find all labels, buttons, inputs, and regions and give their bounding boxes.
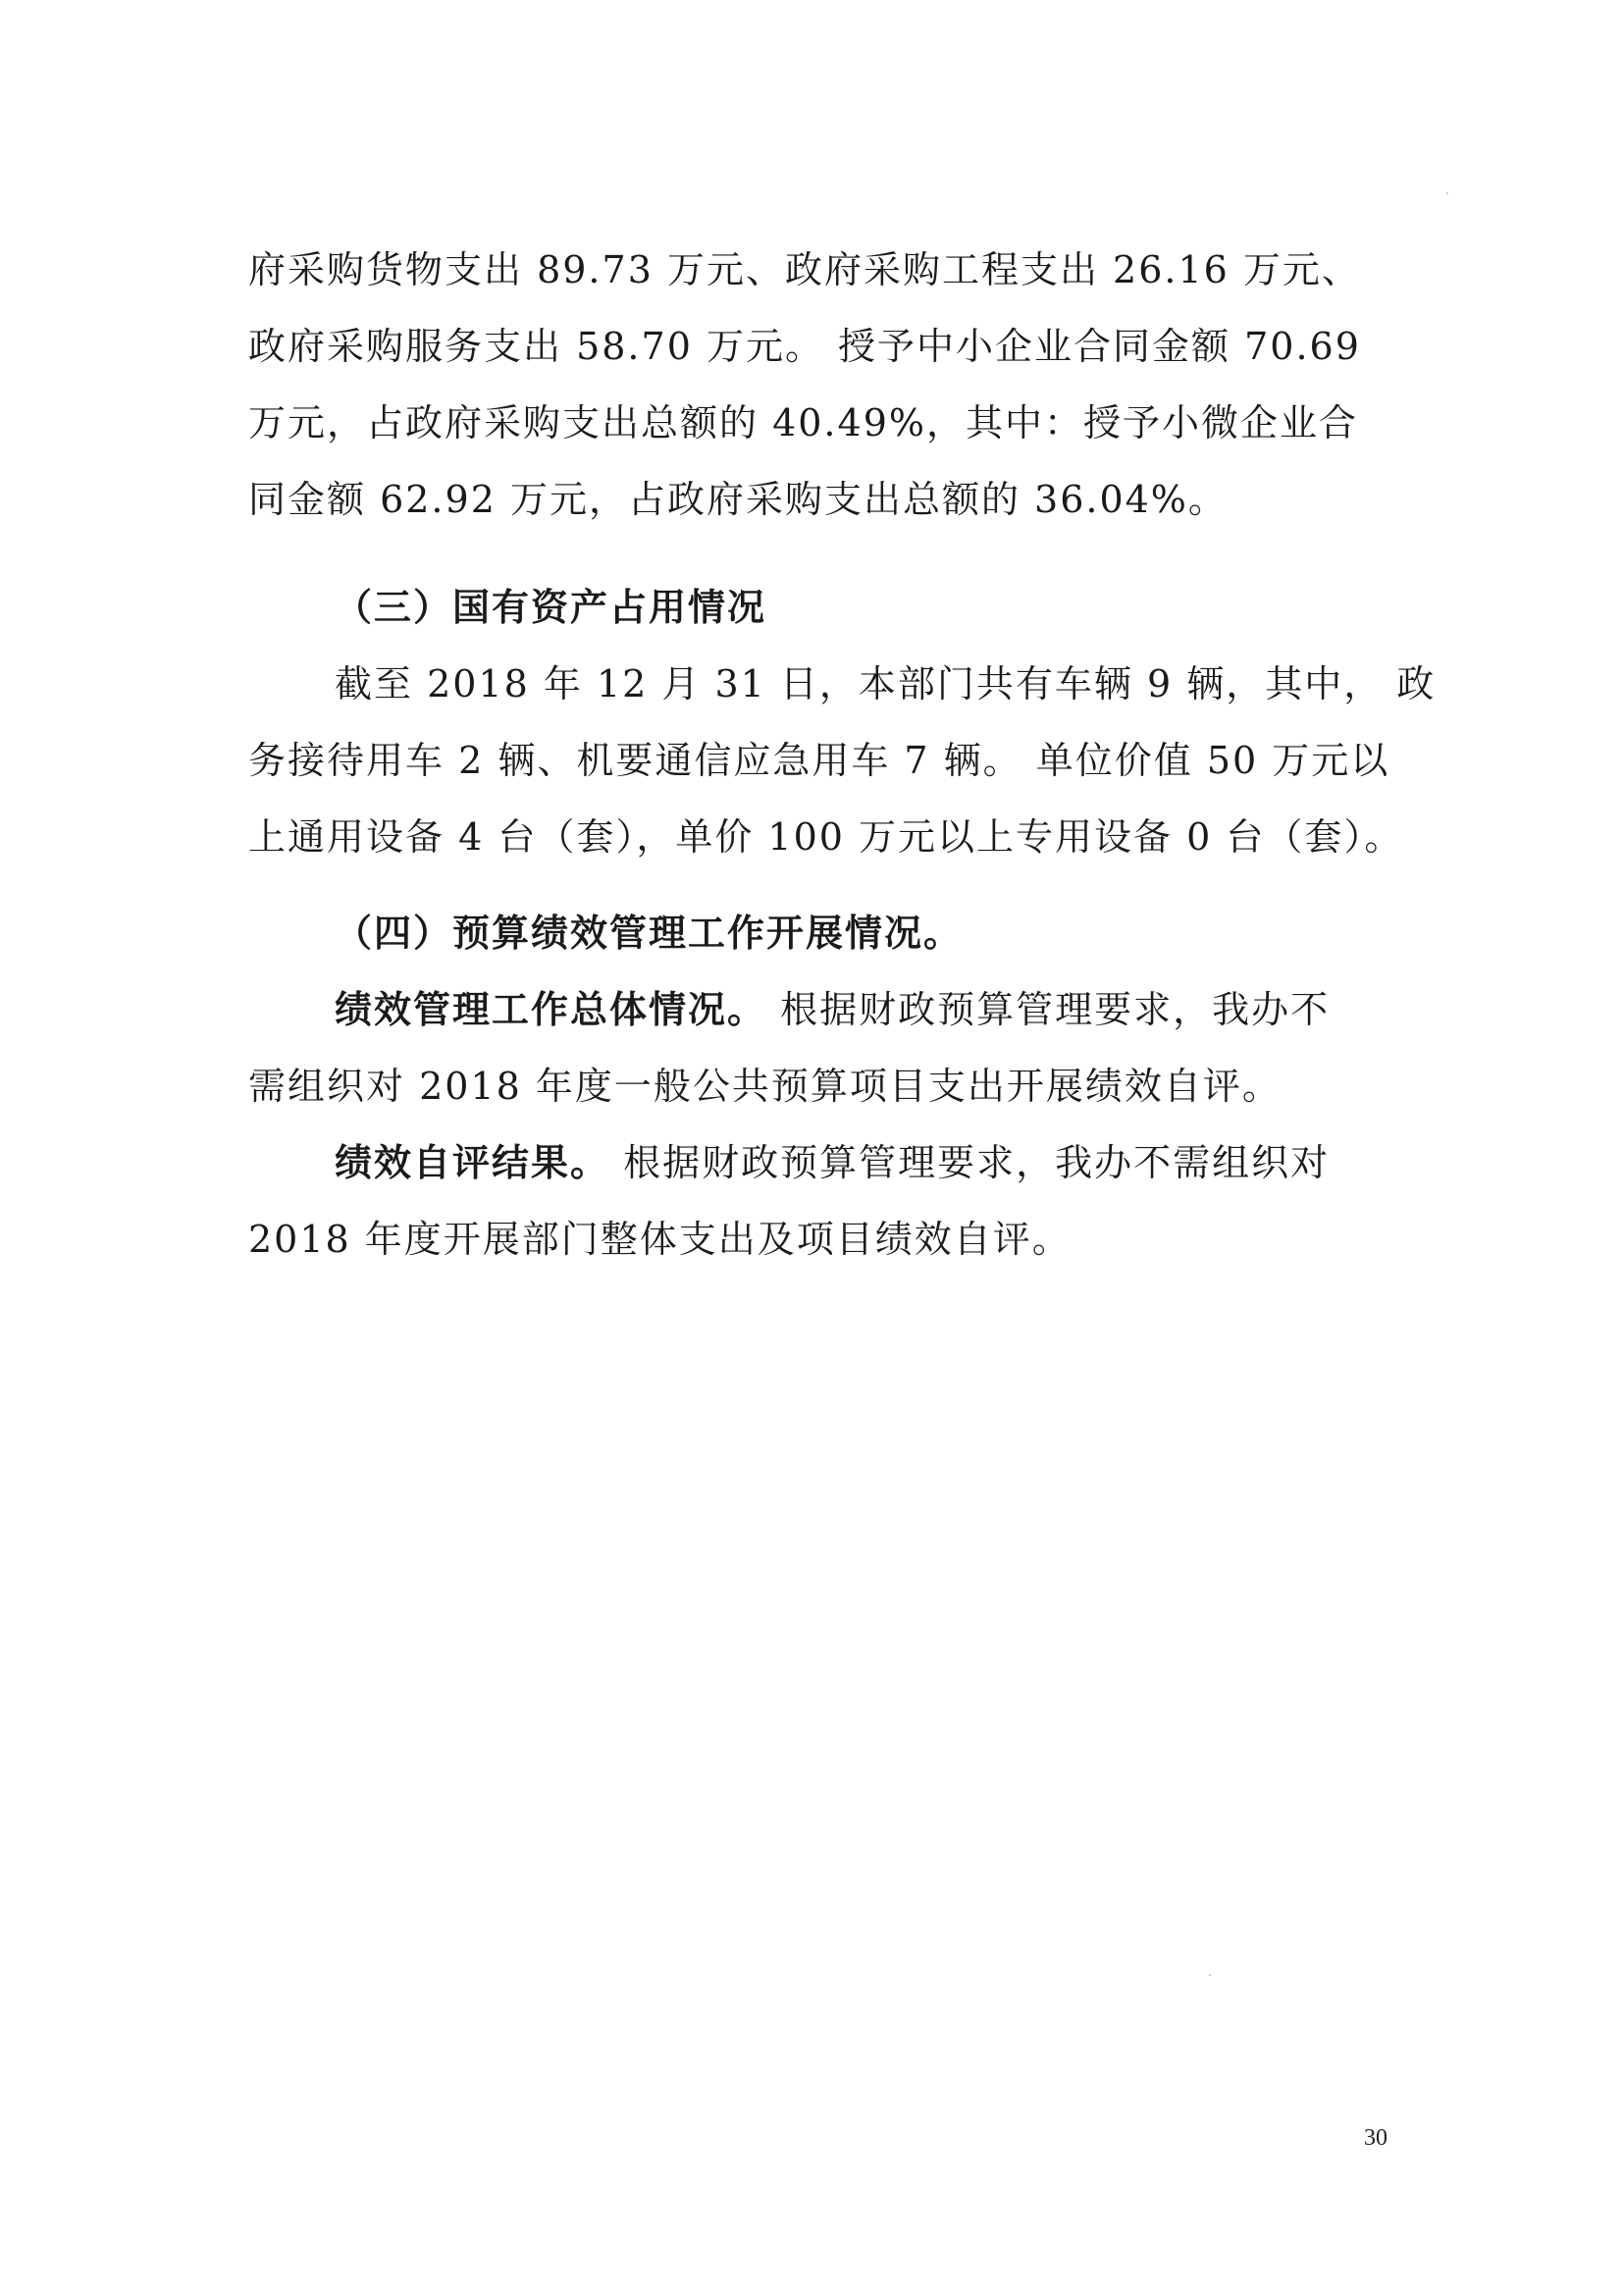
scan-speck — [1446, 192, 1448, 194]
section-heading: （三）国有资产占用情况 — [335, 586, 767, 629]
text-line: 截至 2018 年 12 月 31 日，本部门共有车辆 9 辆，其中， 政 — [335, 662, 1437, 705]
page-number: 30 — [1364, 2125, 1387, 2151]
text-line: 务接待用车 2 辆、机要通信应急用车 7 辆。 单位价值 50 万元以 — [248, 739, 1390, 782]
text-line: 上通用设备 4 台（套），单价 100 万元以上专用设备 0 台（套）。 — [248, 815, 1404, 859]
paragraph-first-line — [248, 971, 1396, 1048]
section-state-assets — [248, 569, 1437, 875]
scan-speck — [1209, 1974, 1211, 1976]
section-heading: （四）预算绩效管理工作开展情况。 — [335, 912, 964, 955]
paragraph-government-procurement — [248, 232, 1396, 538]
text-line: 政府采购服务支出 58.70 万元。 授予中小企业合同金额 70.69 — [248, 325, 1361, 368]
lead-in-bold: 绩效管理工作总体情况。 — [335, 988, 767, 1031]
section-performance-management — [248, 895, 1396, 1278]
paragraph-first-line — [248, 1124, 1396, 1201]
text-run: 根据财政预算管理要求，我办不需组织对 — [609, 1141, 1331, 1184]
text-line: 需组织对 2018 年度一般公共预算项目支出开展绩效自评。 — [248, 1065, 1282, 1108]
text-run: 根据财政预算管理要求，我办不 — [766, 988, 1331, 1031]
text-line: 万元，占政府采购支出总额的 40.49%，其中：授予小微企业合 — [248, 401, 1358, 444]
lead-in-bold: 绩效自评结果。 — [335, 1141, 610, 1184]
text-line: 同金额 62.92 万元，占政府采购支出总额的 36.04%。 — [248, 478, 1228, 521]
text-line: 府采购货物支出 89.73 万元、政府采购工程支出 26.16 万元、 — [248, 248, 1361, 291]
text-line: 2018 年度开展部门整体支出及项目绩效自评。 — [248, 1218, 1072, 1261]
